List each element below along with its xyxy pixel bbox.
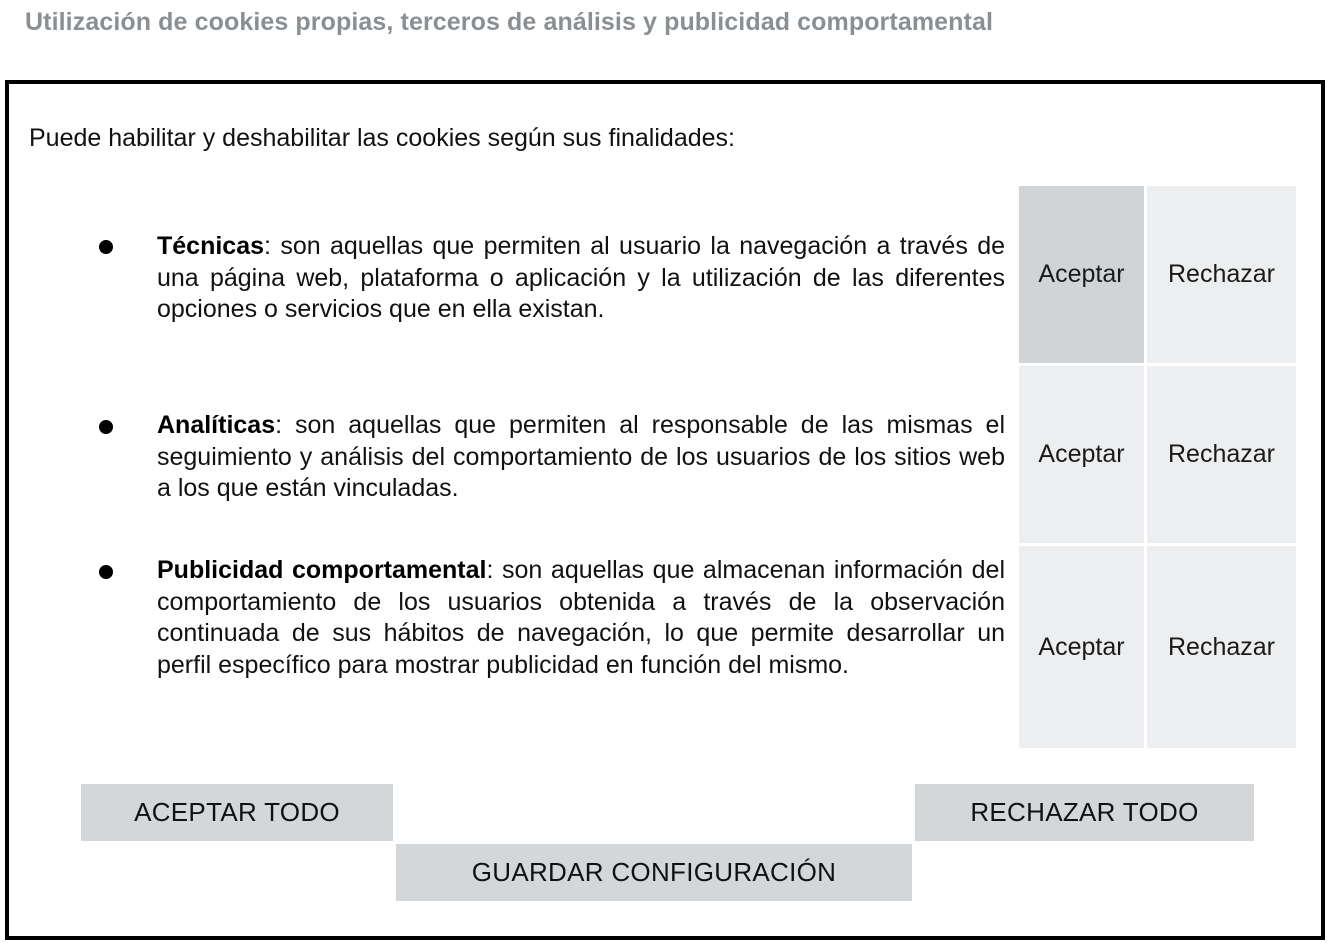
reject-all-button[interactable]: RECHAZAR TODO bbox=[915, 784, 1254, 841]
category-tecnicas-name: Técnicas bbox=[157, 232, 265, 260]
publicidad-accept-button[interactable]: Aceptar bbox=[1019, 546, 1144, 748]
analiticas-reject-button[interactable]: Rechazar bbox=[1147, 366, 1296, 543]
category-analiticas-description bbox=[157, 410, 1005, 505]
category-analiticas-name: Analíticas bbox=[157, 411, 276, 439]
category-publicidad-description bbox=[157, 555, 1005, 681]
page-title: Utilización de cookies propias, terceros de análisis y publicidad comportamental bbox=[25, 8, 993, 36]
intro-text: Puede habilitar y deshabilitar las cookies según sus finalidades: bbox=[29, 124, 735, 152]
bullet-icon bbox=[99, 240, 113, 254]
accept-all-button[interactable]: ACEPTAR TODO bbox=[81, 784, 393, 841]
tecnicas-reject-button[interactable]: Rechazar bbox=[1147, 186, 1296, 363]
bullet-icon bbox=[99, 420, 113, 434]
category-tecnicas-description bbox=[157, 231, 1005, 326]
tecnicas-accept-button[interactable]: Aceptar bbox=[1019, 186, 1144, 363]
category-publicidad-name: Publicidad comportamental bbox=[157, 556, 487, 584]
category-publicidad-text: : son aquellas que almacenan información del comportamiento de los usuarios obtenida a través de la observación continuada de sus hábitos de navegación, lo que permite desarrollar un perfil específico para mostrar publicidad en función del mismo. bbox=[157, 556, 1005, 679]
bullet-icon bbox=[99, 565, 113, 579]
category-tecnicas-text: : son aquellas que permiten al usuario la navegación a través de una página web, plataforma o aplicación y la utilización de las diferentes opciones o servicios que en ella existan. bbox=[157, 232, 1005, 323]
save-config-button[interactable]: GUARDAR CONFIGURACIÓN bbox=[396, 844, 912, 901]
cookie-settings-dialog bbox=[5, 80, 1325, 940]
publicidad-reject-button[interactable]: Rechazar bbox=[1147, 546, 1296, 748]
category-analiticas-text: : son aquellas que permiten al responsable de las mismas el seguimiento y análisis del comportamiento de los usuarios de los sitios web a los que están vinculadas. bbox=[157, 411, 1005, 502]
analiticas-accept-button[interactable]: Aceptar bbox=[1019, 366, 1144, 543]
